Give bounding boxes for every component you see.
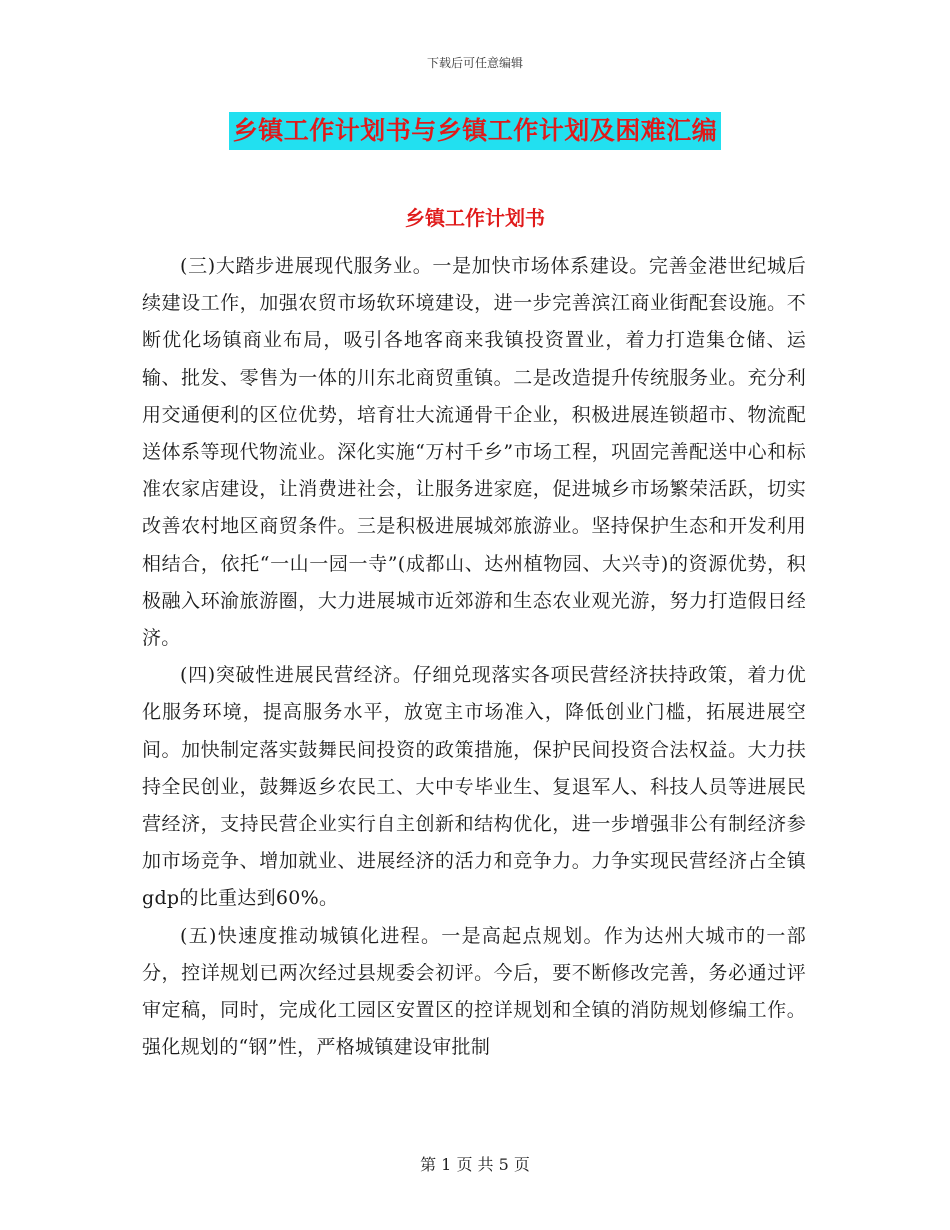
document-body: [142, 248, 806, 1066]
paragraph-4: (四)突破性进展民营经济。仔细兑现落实各项民营经济扶持政策，着力优化服务环境，提高服务水平，放宽主市场准入，降低创业门槛，拓展进展空间。加快制定落实鼓舞民间投资的政策措施，保护民间投资合法权益。大力扶持全民创业，鼓舞返乡农民工、大中专毕业生、复退军人、科技人员等进展民营经济，支持民营企业实行自主创新和结构优化，进一步增强非公有制经济参加市场竞争、增加就业、进展经济的活力和竞争力。力争实现民营经济占全镇gdp的比重达到60%。: [142, 664, 806, 910]
document-title: [0, 112, 950, 150]
paragraph-5: (五)快速度推动城镇化进程。一是高起点规划。作为达州大城市的一部分，控详规划已两次经过县规委会初评。今后，要不断修改完善，务必通过评审定稿，同时，完成化工园区安置区的控详规划和全镇的消防规划修编工作。强化规划的“钢”性，严格城镇建设审批制: [142, 924, 806, 1059]
section-title: 乡镇工作计划书: [405, 206, 545, 230]
page-header-note: 下载后可任意编辑: [426, 56, 523, 70]
page-footer: 第 1 页 共 5 页: [420, 1155, 530, 1174]
document-title-text: 乡镇工作计划书与乡镇工作计划及困难汇编: [229, 112, 722, 150]
paragraph-3: (三)大踏步进展现代服务业。一是加快市场体系建设。完善金港世纪城后续建设工作，加强农贸市场软环境建设，进一步完善滨江商业街配套设施。不断优化场镇商业布局，吸引各地客商来我镇投资置业，着力打造集仓储、运输、批发、零售为一体的川东北商贸重镇。二是改造提升传统服务业。充分利用交通便利的区位优势，培育壮大流通骨干企业，积极进展连锁超市、物流配送体系等现代物流业。深化实施“万村千乡”市场工程，巩固完善配送中心和标准农家店建设，让消费进社会，让服务进家庭，促进城乡市场繁荣活跃，切实改善农村地区商贸条件。三是积极进展城郊旅游业。坚持保护生态和开发利用相结合，依托“一山一园一寺”(成都山、达州植物园、大兴寺)的资源优势，积极融入环渝旅游圈，大力进展城市近郊游和生态农业观光游，努力打造假日经济。: [142, 255, 806, 650]
